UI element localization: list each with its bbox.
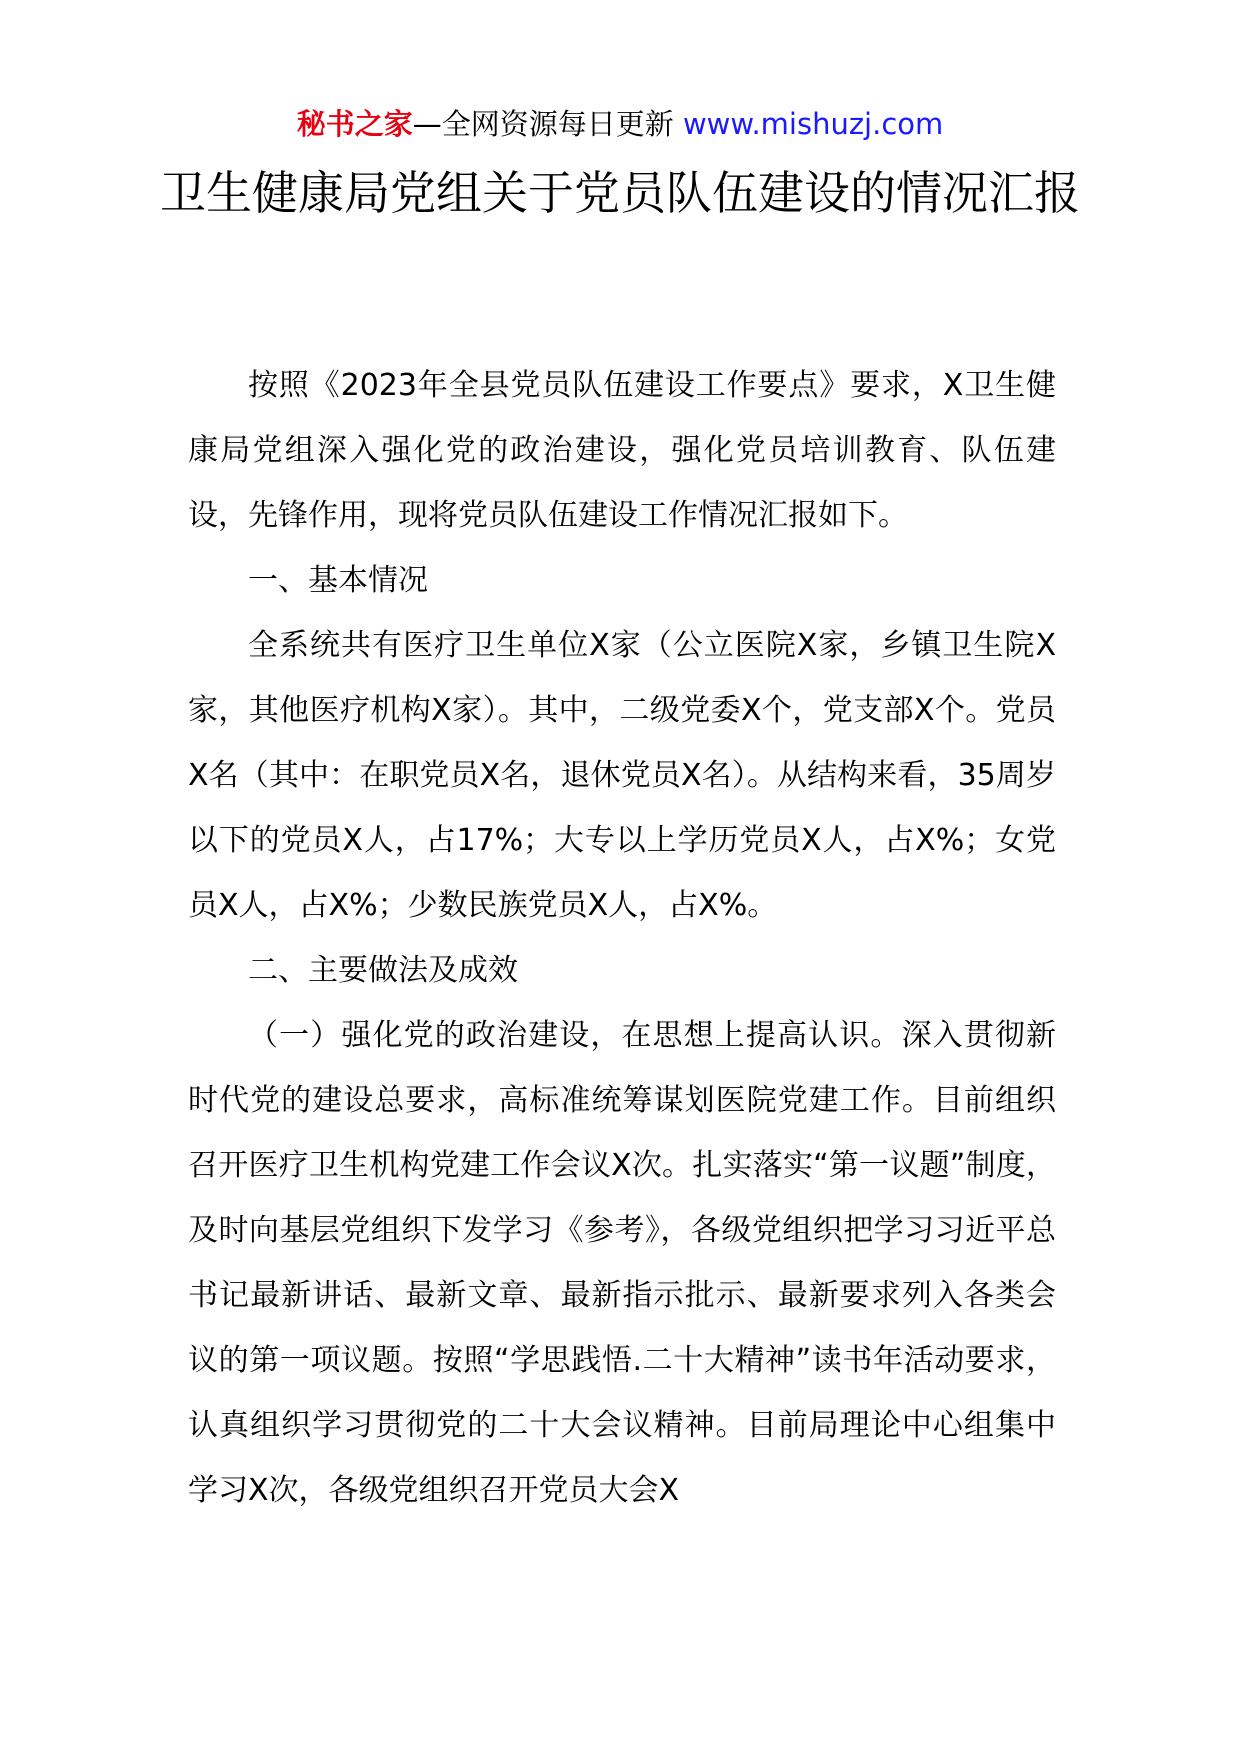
- political-construction-paragraph: （一）强化党的政治建设，在思想上提高认识。深入贯彻新时代党的建设总要求，高标准统筹谋划医院党建工作。目前组织召开医疗卫生机构党建工作会议X次。扎实落实“第一议题”制度，及时向基层党组织下发学习《参考》，各级党组织把学习习近平总书记最新讲话、最新文章、最新指示批示、最新要求列入各类会议的第一项议题。按照“学思践悟.二十大精神”读书年活动要求，认真组织学习贯彻党的二十大会议精神。目前局理论中心组集中学习X次，各级党组织召开党员大会X: [188, 1018, 1056, 1508]
- basic-situation-paragraph: 全系统共有医疗卫生单位X家（公立医院X家，乡镇卫生院X家，其他医疗机构X家）。其中，二级党委X个，党支部X个。党员X名（其中：在职党员X名，退休党员X名）。从结构来看，35周岁以下的党员X人，占17%；大专以上学历党员X人，占X%；女党员X人，占X%；少数民族党员X人，占X%。: [188, 628, 1056, 923]
- header-banner: [0, 104, 1240, 144]
- document-title: 卫生健康局党组关于党员队伍建设的情况汇报: [160, 166, 1080, 220]
- site-url-link[interactable]: www.mishuzj.com: [682, 107, 944, 141]
- section-heading-main-practices: 二、主要做法及成效: [248, 953, 518, 988]
- brand-name: 秘书之家: [296, 107, 413, 141]
- header-slogan: —全网资源每日更新: [412, 107, 683, 141]
- intro-paragraph: 按照《2023年全县党员队伍建设工作要点》要求，X卫生健康局党组深入强化党的政治建设，强化党员培训教育、队伍建设，先锋作用，现将党员队伍建设工作情况汇报如下。: [188, 368, 1056, 533]
- section-heading-basic-situation: 一、基本情况: [248, 563, 428, 598]
- document-body: [188, 353, 1056, 1523]
